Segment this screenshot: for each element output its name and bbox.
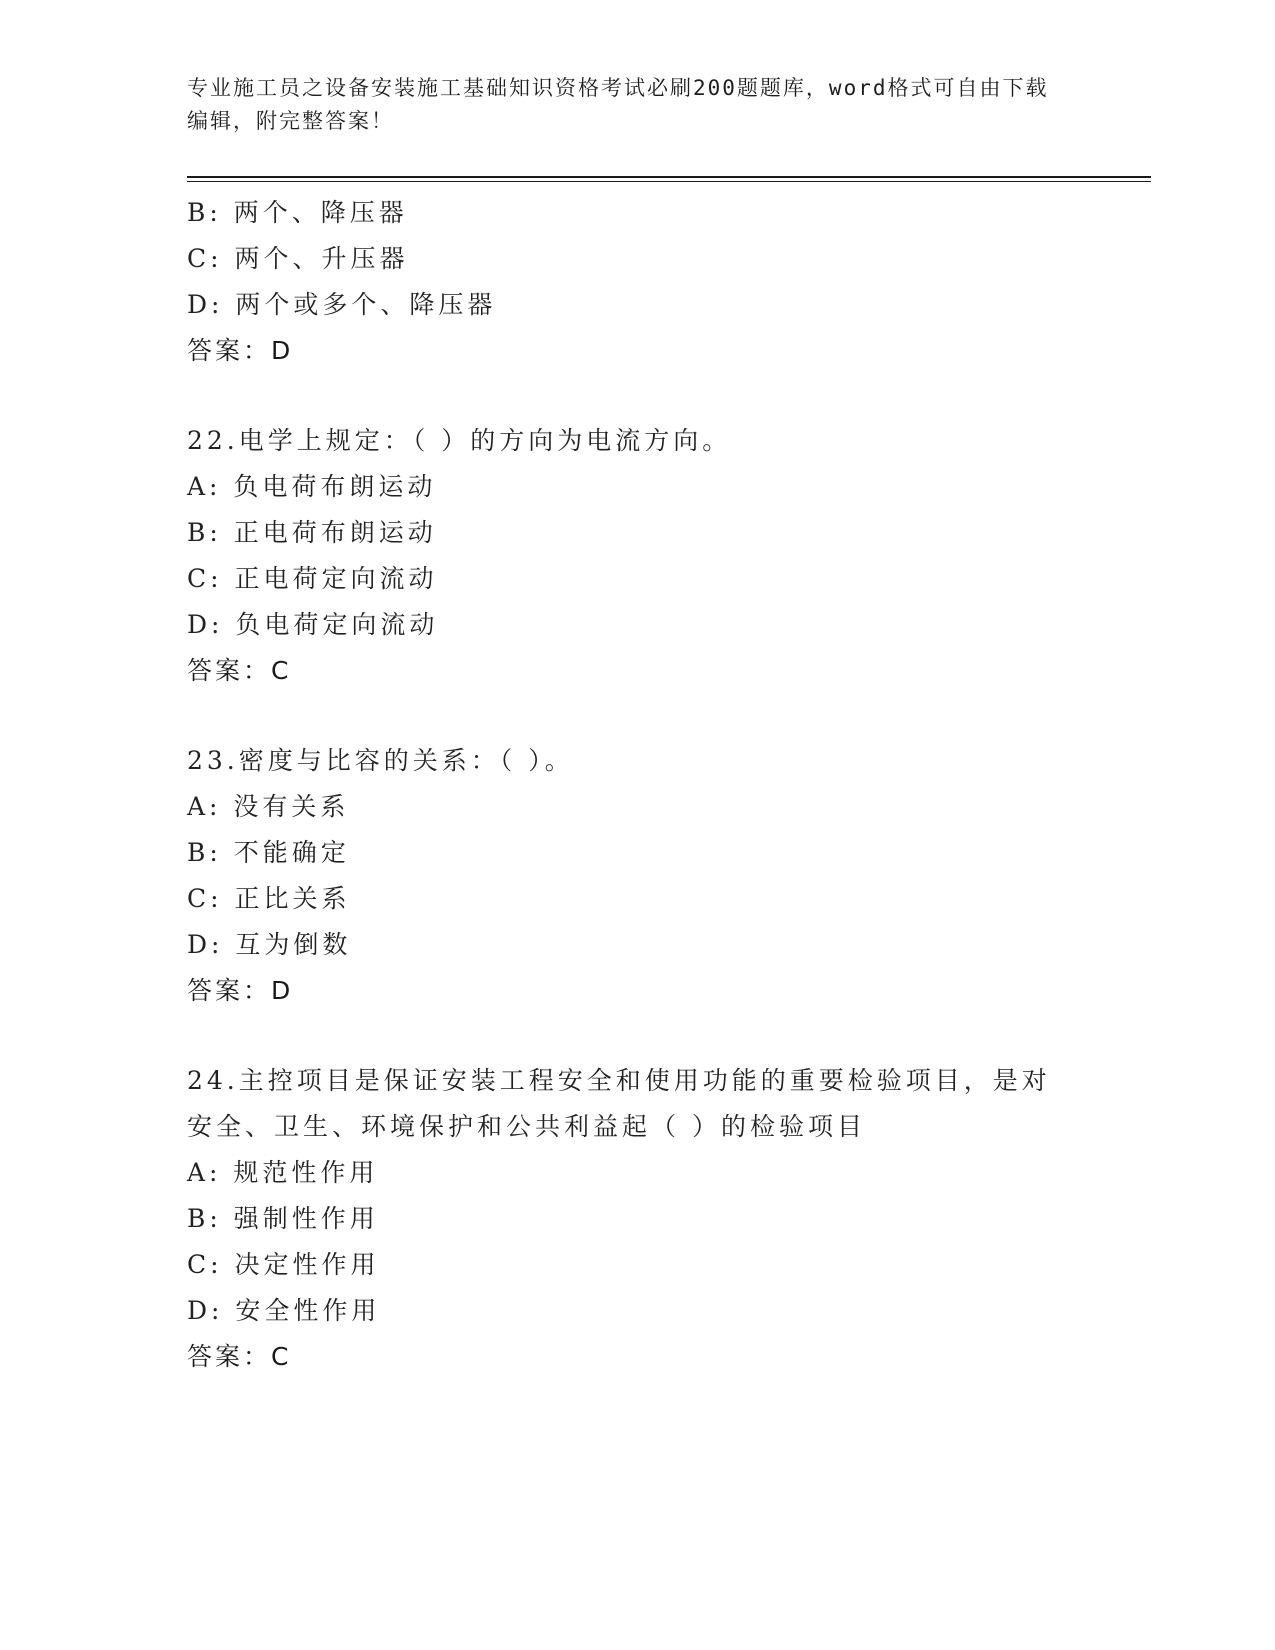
option-d: D: 负电荷定向流动: [187, 610, 439, 639]
question-24: [187, 1058, 1087, 1380]
option-b: B: 不能确定: [187, 838, 350, 867]
option-c: C: 正电荷定向流动: [187, 564, 438, 593]
option-d: D: 安全性作用: [187, 1296, 381, 1325]
spacer: [187, 374, 1087, 418]
option-d: D: 互为倒数: [187, 930, 352, 959]
option-d: D: 两个或多个、降压器: [187, 290, 497, 319]
question-stem: 22.电学上规定：（ ）的方向为电流方向。: [187, 426, 732, 455]
question-22: [187, 418, 1087, 694]
option-c: C: 两个、升压器: [187, 244, 409, 273]
option-b: B: 正电荷布朗运动: [187, 518, 437, 547]
header-rule-thin: [187, 181, 1151, 182]
option-c: C: 正比关系: [187, 884, 351, 913]
spacer: [187, 1014, 1087, 1058]
spacer: [187, 694, 1087, 738]
option-a: A: 负电荷布朗运动: [187, 472, 437, 501]
question-stem: 23.密度与比容的关系：（ ）。: [187, 746, 574, 775]
answer-line: 答案：C: [187, 656, 292, 685]
option-b: B: 两个、降压器: [187, 198, 408, 227]
option-a: A: 规范性作用: [187, 1158, 379, 1187]
header-rule-thick: [187, 176, 1151, 178]
question-list: [187, 190, 1087, 1380]
option-c: C: 决定性作用: [187, 1250, 380, 1279]
option-b: B: 强制性作用: [187, 1204, 379, 1233]
answer-line: 答案：D: [187, 976, 294, 1005]
question-23: [187, 738, 1087, 1014]
document-header: 专业施工员之设备安装施工基础知识资格考试必刷200题题库，word格式可自由下载编辑，附完整答案！: [187, 76, 1049, 133]
answer-line: 答案：C: [187, 1342, 292, 1371]
question-21-continued: [187, 190, 1087, 374]
answer-line: 答案：D: [187, 336, 294, 365]
option-a: A: 没有关系: [187, 792, 350, 821]
question-stem: 24.主控项目是保证安装工程安全和使用功能的重要检验项目，是对安全、卫生、环境保护和公共利益起（ ）的检验项目: [187, 1066, 1051, 1141]
